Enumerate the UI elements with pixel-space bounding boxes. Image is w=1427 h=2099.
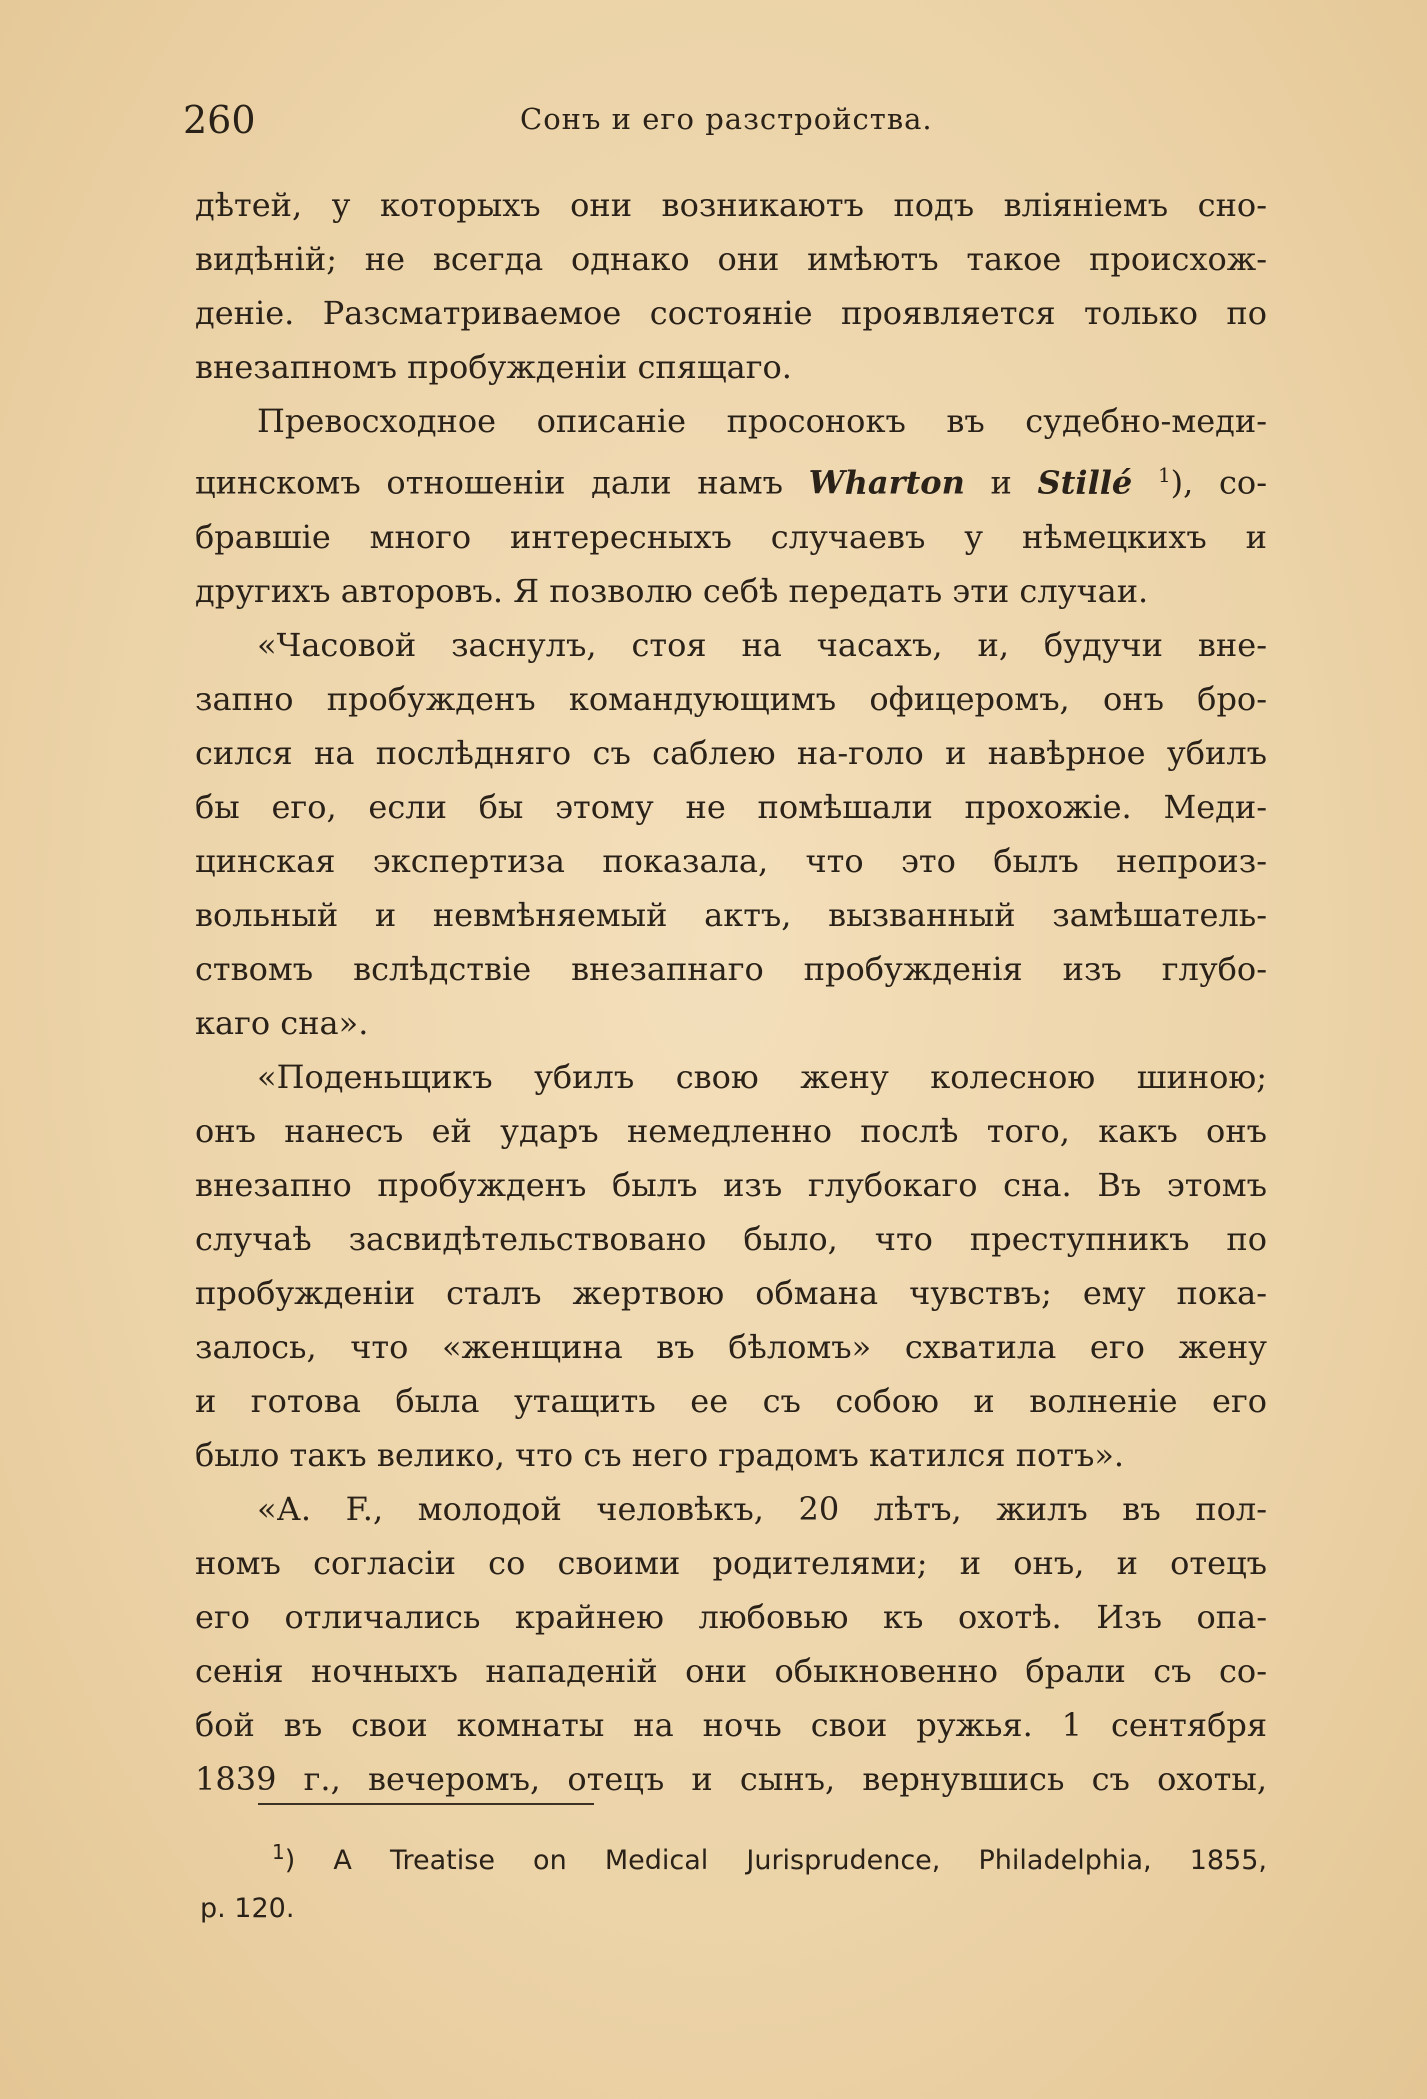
text-line: 1839 г., вечеромъ, отецъ и сынъ, вернувшись съ охоты, — [195, 1759, 1267, 1798]
text-line: цинская экспертиза показала, что это былъ непроиз- — [195, 841, 1267, 880]
text-line: бой въ свои комнаты на ночь свои ружья. 1 сентября — [195, 1705, 1267, 1744]
paragraph-5 — [195, 1482, 1267, 1806]
text-line: «Часовой заснулъ, стоя на часахъ, и, будучи вне- — [257, 625, 1267, 664]
text-line: онъ нанесъ ей ударъ немедленно послѣ того, какъ онъ — [195, 1111, 1267, 1150]
text-line: номъ согласіи со своими родителями; и онъ, и отецъ — [195, 1543, 1267, 1582]
footnote-marker: 1 — [272, 1840, 285, 1864]
footnote-divider — [258, 1803, 594, 1805]
paragraph-2 — [195, 394, 1267, 618]
paragraph-3 — [195, 618, 1267, 1050]
body-text — [195, 178, 1267, 1806]
text-line: бравшіе много интересныхъ случаевъ у нѣмецкихъ и — [195, 517, 1267, 556]
page-number: 260 — [183, 98, 256, 142]
text-line: его отличались крайнею любовью къ охотѣ. Изъ опа- — [195, 1597, 1267, 1636]
text-line: Превосходное описаніе просонокъ въ судебно-меди- — [257, 402, 1267, 440]
text-fragment: цинскомъ отношеніи дали намъ — [195, 463, 809, 502]
text-line: другихъ авторовъ. Я позволю себѣ передать эти случаи. — [195, 571, 1149, 610]
footnote-reference: 1 — [1157, 463, 1171, 487]
text-line: дѣтей, у которыхъ они возникаютъ подъ вліяніемъ сно- — [195, 186, 1267, 224]
text-line: бы его, если бы этому не помѣшали прохожіе. Меди- — [195, 787, 1267, 826]
author-wharton: Wharton — [808, 463, 965, 502]
text-fragment: ), со- — [1170, 463, 1268, 502]
author-stille: Stillé — [1037, 463, 1133, 502]
text-line: было такъ велико, что съ него градомъ катился потъ». — [195, 1435, 1125, 1474]
text-line: случаѣ засвидѣтельствовано было, что преступникъ по — [195, 1219, 1267, 1258]
running-title: Сонъ и его разстройства. — [520, 102, 933, 136]
paragraph-4 — [195, 1050, 1267, 1482]
text-line: пробужденіи сталъ жертвою обмана чувствъ; ему пока- — [195, 1273, 1267, 1312]
footnote-line: p. 120. — [200, 1893, 295, 1924]
text-line: деніе. Разсматриваемое состояніе проявляется только по — [195, 294, 1267, 332]
text-line: вольный и невмѣняемый актъ, вызванный замѣшатель- — [195, 895, 1267, 934]
text-line: сенія ночныхъ нападеній они обыкновенно брали съ со- — [195, 1651, 1267, 1690]
footnote-text: ) A Treatise on Medical Jurisprudence, Philadelphia, 1855, — [284, 1845, 1267, 1876]
text-line: «Поденьщикъ убилъ свою жену колесною шиною; — [257, 1057, 1267, 1096]
text-line: запно пробужденъ командующимъ офицеромъ, онъ бро- — [195, 679, 1267, 718]
text-line: сился на послѣдняго съ саблею на-голо и навѣрное убилъ — [195, 733, 1267, 772]
text-line: ствомъ вслѣдствіе внезапнаго пробужденія изъ глубо- — [195, 949, 1267, 988]
text-line-with-authors — [195, 448, 1267, 510]
text-line: видѣній; не всегда однако они имѣютъ такое происхож- — [195, 240, 1267, 278]
text-fragment: и — [964, 463, 1038, 502]
text-line: каго сна». — [195, 1003, 369, 1042]
text-line: залось, что «женщина въ бѣломъ» схватила его жену — [195, 1327, 1267, 1366]
paragraph-1 — [195, 178, 1267, 394]
text-line: «А. F., молодой человѣкъ, 20 лѣтъ, жилъ въ пол- — [257, 1489, 1267, 1528]
text-line: внезапномъ пробужденіи спящаго. — [195, 348, 792, 386]
text-line: внезапно пробужденъ былъ изъ глубокаго сна. Въ этомъ — [195, 1165, 1267, 1204]
footnote-line — [200, 1828, 1267, 1885]
text-line: и готова была утащить ее съ собою и волненіе его — [195, 1381, 1267, 1420]
footnote — [200, 1828, 1267, 1933]
